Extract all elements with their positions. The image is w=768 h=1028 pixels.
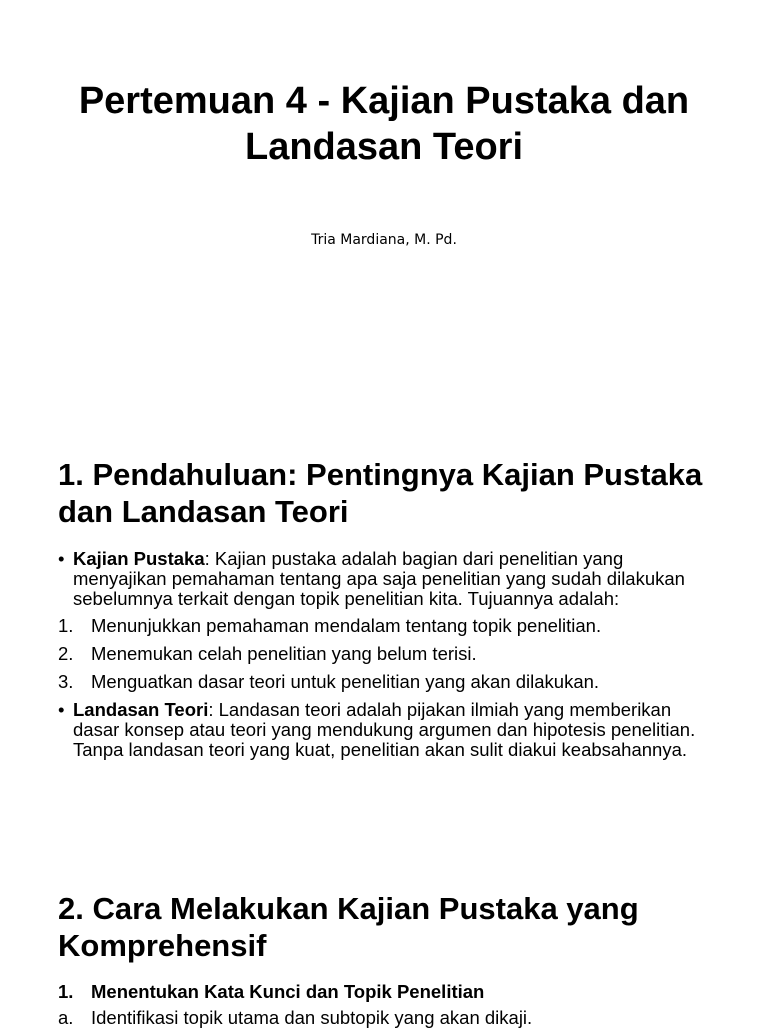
term-landasan-teori: Landasan Teori	[73, 699, 209, 720]
list-item	[58, 616, 718, 636]
bullet-kajian-pustaka	[58, 549, 718, 609]
sub-list-marker: a.	[58, 1007, 74, 1028]
sub-list-item-text: Identifikasi topik utama dan subtopik yang akan dikaji.	[91, 1007, 533, 1028]
author-name: Tria Mardiana, M. Pd.	[311, 232, 457, 248]
section-heading-1: 1. Pendahuluan: Pentingnya Kajian Pustaka dan Landasan Teori	[58, 457, 703, 529]
list-item	[58, 982, 718, 1002]
list-marker: 1.	[58, 981, 74, 1002]
term-kajian-pustaka: Kajian Pustaka	[73, 548, 205, 569]
title-slide	[0, 0, 768, 430]
list-item-text: Menemukan celah penelitian yang belum terisi.	[91, 643, 477, 664]
section-heading-2: 2. Cara Melakukan Kajian Pustaka yang Komprehensif	[58, 891, 639, 963]
list-marker: 3.	[58, 671, 74, 692]
section-2-body	[58, 982, 718, 1028]
list-item-text: Menentukan Kata Kunci dan Topik Penelitian	[91, 981, 485, 1002]
list-item-text: Menguatkan dasar teori untuk penelitian yang akan dilakukan.	[91, 671, 600, 692]
list-marker: 2.	[58, 643, 74, 664]
list-item-text: Menunjukkan pemahaman mendalam tentang topik penelitian.	[91, 615, 602, 636]
definition-landasan-teori: : Landasan teori adalah pijakan ilmiah yang memberikan dasar konsep atau teori yang mendukung argumen dan hipotesis penelitian. Tanpa landasan teori yang kuat, penelitian akan sulit diakui keabsahannya.	[73, 699, 696, 760]
list-item	[58, 644, 718, 664]
list-item	[58, 672, 718, 692]
presentation-title: Pertemuan 4 - Kajian Pustaka dan Landasan Teori	[78, 80, 690, 168]
section-1-body	[58, 549, 718, 767]
definition-kajian-pustaka: : Kajian pustaka adalah bagian dari penelitian yang menyajikan pemahaman tentang apa saja penelitian yang sudah dilakukan sebelumnya terkait dengan topik penelitian kita. Tujuannya adalah:	[73, 548, 685, 609]
bullet-landasan-teori	[58, 700, 718, 760]
list-marker: 1.	[58, 615, 74, 636]
sub-list-item	[58, 1008, 718, 1028]
